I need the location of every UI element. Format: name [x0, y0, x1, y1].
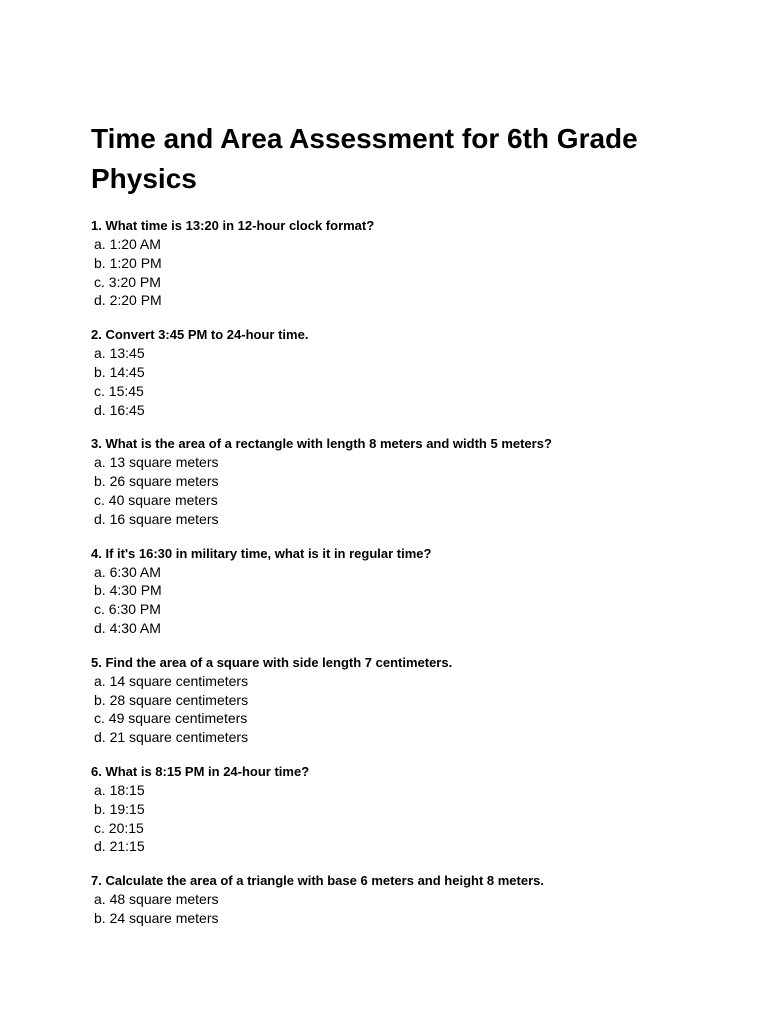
- answer-option: c. 6:30 PM: [94, 601, 161, 618]
- answer-option: d. 21 square centimeters: [94, 729, 249, 746]
- answer-option: c. 20:15: [94, 819, 144, 836]
- answer-option: b. 28 square centimeters: [94, 691, 249, 708]
- answer-option: d. 21:15: [94, 838, 145, 855]
- question-text: 1. What time is 13:20 in 12-hour clock format?: [91, 218, 375, 233]
- question-2: [91, 325, 711, 419]
- answer-option: b. 14:45: [94, 363, 145, 380]
- answer-option: d. 4:30 AM: [94, 619, 161, 636]
- question-6: [91, 762, 711, 856]
- answer-option: b. 4:30 PM: [94, 582, 162, 599]
- question-text: 2. Convert 3:45 PM to 24-hour time.: [91, 327, 309, 343]
- answer-option: a. 14 square centimeters: [94, 672, 249, 689]
- answer-option: b. 19:15: [94, 800, 145, 817]
- document-title: Time and Area Assessment for 6th Grade Physics: [91, 123, 638, 194]
- answer-option: d. 16:45: [94, 401, 145, 418]
- answer-option: c. 15:45: [94, 382, 144, 399]
- question-5: [91, 653, 711, 747]
- answer-option: a. 18:15: [94, 781, 145, 798]
- answer-option: c. 49 square centimeters: [94, 710, 248, 727]
- question-3: [91, 434, 711, 528]
- question-text: 6. What is 8:15 PM in 24-hour time?: [91, 763, 310, 779]
- answer-option: b. 1:20 PM: [94, 254, 162, 271]
- answer-option: a. 13:45: [94, 345, 145, 362]
- answer-option: c. 3:20 PM: [94, 273, 161, 290]
- answer-option: b. 26 square meters: [94, 473, 219, 490]
- question-4: [91, 544, 711, 638]
- answer-option: a. 6:30 AM: [94, 563, 161, 580]
- answer-option: a. 1:20 AM: [94, 236, 161, 252]
- question-text: 3. What is the area of a rectangle with length 8 meters and width 5 meters?: [91, 436, 552, 452]
- question-text: 5. Find the area of a square with side length 7 centimeters.: [91, 654, 453, 670]
- question-list: [91, 216, 711, 943]
- question-text: 7. Calculate the area of a triangle with base 6 meters and height 8 meters.: [91, 873, 544, 889]
- question-text: 4. If it's 16:30 in military time, what is it in regular time?: [91, 545, 432, 561]
- question-7: [91, 871, 711, 928]
- answer-option: a. 13 square meters: [94, 454, 219, 471]
- answer-option: a. 48 square meters: [94, 891, 219, 908]
- answer-option: b. 24 square meters: [94, 909, 219, 926]
- answer-option: d. 2:20 PM: [94, 292, 162, 309]
- answer-option: c. 40 square meters: [94, 491, 218, 508]
- question-1: [91, 216, 711, 310]
- answer-option: d. 16 square meters: [94, 510, 219, 527]
